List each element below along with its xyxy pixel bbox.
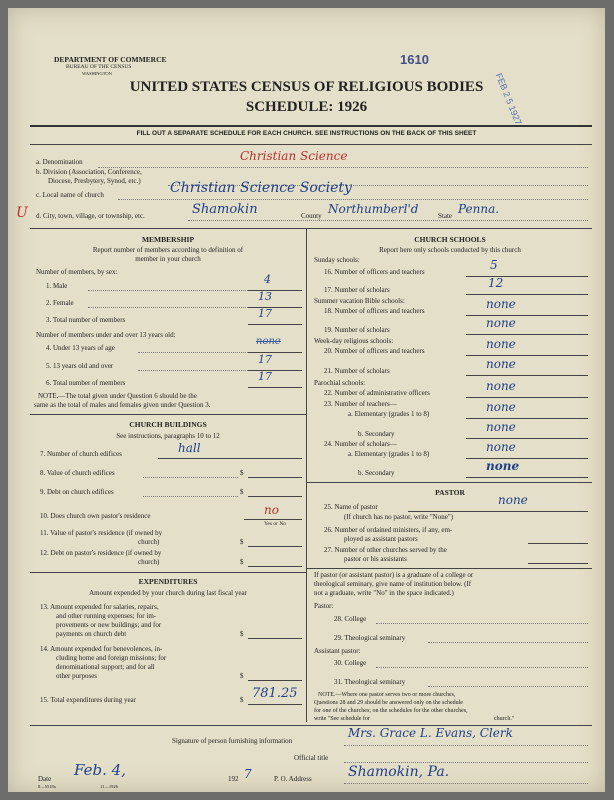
weekday-schools-label: Week-day religious schools: [314, 337, 394, 345]
q1-male-value: 4 [264, 273, 271, 286]
q10-value: no [264, 503, 279, 517]
pastor-heading: PASTOR [435, 488, 465, 497]
q14-label-2: cluding home and foreign missions; for [56, 654, 167, 662]
q30-label: 30. College [334, 659, 367, 667]
summer-schools-label: Summer vacation Bible schools: [314, 297, 405, 305]
q14-label-1: 14. Amount expended for benevolences, in- [40, 645, 163, 653]
date-value: Feb. 4, [74, 761, 126, 779]
state-value: Penna. [458, 202, 500, 216]
city-value: Shamokin [192, 202, 258, 217]
q15-label: 15. Total expenditures during year [40, 696, 136, 704]
signature-value: Mrs. Grace L. Evans, Clerk [348, 726, 513, 740]
denomination-label: a. Denomination [36, 158, 83, 166]
q5-over13-value: 17 [258, 353, 272, 366]
q14-label-3: denominational support; and for all [56, 663, 155, 671]
q15-dollar: $ [240, 696, 244, 704]
q29-label: 29. Theological seminary [334, 634, 406, 642]
members-by-sex-label: Number of members, by sex: [36, 268, 118, 276]
q2-female-label: 2. Female [46, 299, 74, 307]
q24b-label: b. Secondary [358, 469, 395, 477]
membership-sub-2: member in your church [135, 255, 201, 263]
q7-value: hall [178, 441, 201, 455]
city-label-field: d. City, town, village, or township, etc. [36, 212, 145, 220]
state-label: State [438, 212, 452, 220]
margin-mark: U [16, 205, 28, 221]
q13-label-1: 13. Amount expended for salaries, repairs, [40, 603, 159, 611]
q12-dollar: $ [240, 558, 244, 566]
q11-dollar: $ [240, 538, 244, 546]
q6-total-label: 6. Total number of members [46, 379, 126, 387]
sunday-schools-label: Sunday schools: [314, 256, 360, 264]
membership-sub-1: Report number of members according to definition of [92, 246, 244, 254]
q7-label: 7. Number of church edifices [40, 450, 122, 458]
pastor-note-4: write "See schedule for [314, 716, 370, 722]
q24a-label: a. Elementary (grades 1 to 8) [348, 450, 430, 458]
official-title-label: Official title [294, 754, 329, 762]
form-number: 8—5518a [38, 784, 56, 789]
q9-dollar: $ [240, 488, 244, 496]
assistant-sub-label: Assistant pastor: [314, 647, 361, 655]
q25-value: none [498, 493, 528, 507]
date-label: Date [38, 775, 52, 783]
q13-label-4: payments on church debt [56, 630, 127, 638]
q10-label: 10. Does church own pastor's residence [40, 512, 151, 520]
received-stamp: FEB 2 5 1927 [493, 71, 524, 127]
q20-value: none [486, 337, 516, 351]
q3-total-label: 3. Total number of members [46, 316, 126, 324]
q23a-label: a. Elementary (grades 1 to 8) [348, 410, 430, 418]
q15-value: 781.25 [252, 686, 298, 701]
q14-dollar: $ [240, 672, 244, 680]
q23b-label: b. Secondary [358, 430, 395, 438]
q24b-value: none [486, 459, 520, 473]
q12-label-2: church) [138, 558, 160, 566]
q13-dollar: $ [240, 630, 244, 638]
dept-label: DEPARTMENT OF COMMERCE [54, 55, 167, 64]
q8-dollar: $ [240, 469, 244, 477]
schools-heading: CHURCH SCHOOLS [414, 235, 486, 244]
q2-female-value: 13 [258, 290, 272, 303]
graduate-note-3: not a graduate, write "No" in the space indicated.) [314, 589, 454, 597]
q19-label: 19. Number of scholars [324, 326, 390, 334]
buildings-see: See instructions, paragraphs 10 to 12 [116, 432, 220, 440]
q4-under13-label: 4. Under 13 years of age [46, 344, 115, 352]
local-name-value: Christian Science Society [170, 180, 352, 196]
county-value: Northumberl'd [328, 202, 419, 216]
q22-label: 22. Number of administrative officers [324, 389, 430, 397]
bureau-label: BUREAU OF THE CENSUS [66, 64, 132, 70]
graduate-note-1: If pastor (or assistant pastor) is a graduate of a college or [314, 571, 474, 579]
pastor-note-1: NOTE.—Where one pastor serves two or more churches, [318, 692, 456, 698]
q13-label-3: provements or new buildings; and for [56, 621, 162, 629]
q17-value: 12 [488, 276, 504, 290]
form-title: UNITED STATES CENSUS OF RELIGIOUS BODIES [129, 79, 484, 95]
q18-label: 18. Number of officers and teachers [324, 307, 425, 315]
expenditures-heading: EXPENDITURES [138, 577, 198, 586]
yes-no-hint: Yes or No [264, 521, 287, 527]
division-label-1: b. Division (Association, Conference, [36, 168, 142, 176]
q26-label-2: ployed as assistant pastors [344, 535, 418, 543]
signature-label: Signature of person furnishing information [172, 737, 293, 745]
q26-label-1: 26. Number of ordained ministers, if any, em- [324, 526, 453, 534]
q18-value: none [486, 297, 516, 311]
year-label: 192 [228, 775, 239, 783]
q23a-value: none [486, 400, 516, 414]
q31-label: 31. Theological seminary [334, 678, 406, 686]
q23-label: 23. Number of teachers— [324, 400, 397, 408]
q21-label: 21. Number of scholars [324, 367, 390, 375]
form-print-date: 11—1926 [100, 784, 118, 789]
schools-sub: Report here only schools conducted by this church [379, 246, 521, 254]
schedule-number: 1610 [400, 52, 429, 67]
county-label: County [301, 212, 322, 220]
q1-male-label: 1. Male [46, 282, 68, 290]
q27-label-2: pastor or his assistants [344, 555, 407, 563]
q20-label: 20. Number of officers and teachers [324, 347, 425, 355]
pastor-note-3: for one of the churches; on the schedules for the other churches, [314, 708, 468, 714]
q9-label: 9. Debt on church edifices [40, 488, 114, 496]
q17-label: 17. Number of scholars [324, 286, 390, 294]
q12-label-1: 12. Debt on pastor's residence (if owned by [40, 549, 162, 557]
q5-over13-label: 5. 13 years old and over [46, 362, 114, 370]
city-label: WASHINGTON [82, 71, 112, 76]
q16-value: 5 [490, 258, 498, 272]
q21-value: none [486, 357, 516, 371]
q3-total-value: 17 [258, 307, 272, 320]
instruction-text: FILL OUT A SEPARATE SCHEDULE FOR EACH CHURCH. SEE INSTRUCTIONS ON THE BACK OF THIS SHEET [136, 130, 477, 137]
pastor-sub-label: Pastor: [314, 602, 334, 610]
parochial-schools-label: Parochial schools: [314, 379, 366, 387]
po-address-label: P. O. Address [274, 775, 312, 783]
pastor-note-2: Questions 28 and 29 should be answered only on the schedule [314, 700, 463, 706]
q11-label-1: 11. Value of pastor's residence (if owned by [40, 529, 163, 537]
membership-heading: MEMBERSHIP [141, 235, 195, 244]
q8-label: 8. Value of church edifices [40, 469, 115, 477]
q23b-value: none [486, 420, 516, 434]
census-schedule-sheet [8, 8, 605, 792]
q16-label: 16. Number of officers and teachers [324, 268, 425, 276]
q22-value: none [486, 379, 516, 393]
membership-note-1: NOTE.—The total given under Question 6 should be the [38, 392, 197, 400]
po-address-value: Shamokin, Pa. [348, 764, 450, 780]
graduate-note-2: theological seminary, give name of institution below. (If [314, 580, 472, 588]
q24a-value: none [486, 440, 516, 454]
q25-hint: (If church has no pastor, write "None") [344, 513, 454, 521]
q24-label: 24. Number of scholars— [324, 440, 397, 448]
q14-label-4: other purposes [56, 672, 98, 680]
q27-label-1: 27. Number of other churches served by the [324, 546, 447, 554]
denomination-value: Christian Science [240, 149, 348, 163]
q11-label-2: church) [138, 538, 160, 546]
membership-note-2: same as the total of males and females given under Question 3. [34, 401, 211, 409]
q28-label: 28. College [334, 615, 367, 623]
pastor-note-4b: church." [494, 716, 515, 722]
q25-label: 25. Name of pastor [324, 503, 378, 511]
q6-total-value: 17 [258, 370, 272, 383]
q13-label-2: and other running expenses; for im- [56, 612, 157, 620]
local-name-label: c. Local name of church [36, 191, 104, 199]
under-over-label: Number of members under and over 13 years old: [36, 331, 176, 339]
year-value: 7 [244, 767, 252, 781]
q19-value: none [486, 316, 516, 330]
expenditures-sub: Amount expended by your church during last fiscal year [89, 589, 247, 597]
buildings-heading: CHURCH BUILDINGS [129, 420, 207, 429]
q4-under13-value: none [256, 336, 281, 347]
schedule-year: SCHEDULE: 1926 [245, 99, 368, 115]
division-label-2: Diocese, Presbytery, Synod, etc.) [48, 177, 141, 185]
